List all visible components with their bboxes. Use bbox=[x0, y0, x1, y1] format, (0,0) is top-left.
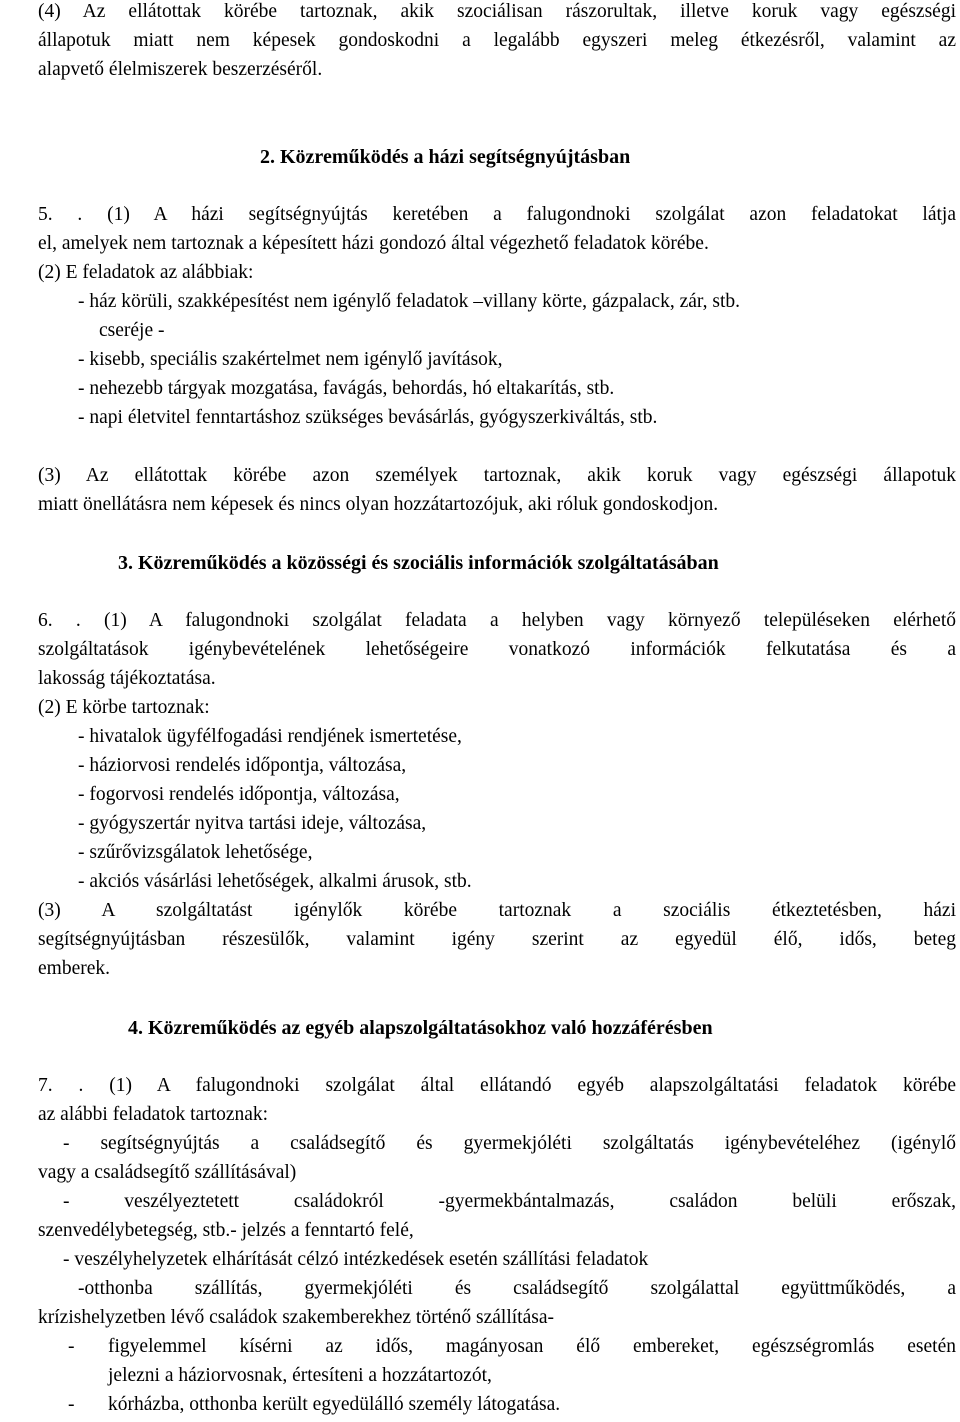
heading-4: 4. Közreműködés az egyéb alapszolgáltatásokhoz való hozzáférésben bbox=[128, 1017, 713, 1039]
list-item: - ház körüli, szakképesítést nem igénylő feladatok –villany körte, gázpalack, zár, stb. bbox=[78, 291, 740, 312]
bullet-dash: - bbox=[68, 1336, 75, 1357]
text-line: lakosság tájékoztatása. bbox=[38, 668, 216, 689]
text-line: az alábbi feladatok tartoznak: bbox=[38, 1104, 269, 1125]
text-line: vagy a családsegítő szállításával) bbox=[38, 1162, 297, 1183]
text-line: 6. . (1) A falugondnoki szolgálat feladata a helyben vagy környező településeken elérhető bbox=[38, 610, 956, 631]
list-item: -otthonba szállítás, gyermekjóléti és családsegítő szolgálattal együttműködés, a bbox=[78, 1278, 956, 1299]
text-line: szolgáltatások igénybevételének lehetőségeire vonatkozó információk felkutatása és a bbox=[38, 639, 956, 660]
list-item: - fogorvosi rendelés időpontja, változása, bbox=[78, 784, 400, 805]
text-line: (4) Az ellátottak körébe tartoznak, akik szociálisan rászorultak, illetve koruk vagy egészségi bbox=[38, 1, 956, 22]
text-line: (3) Az ellátottak körébe azon személyek tartoznak, akik koruk vagy egészségi állapotuk bbox=[38, 465, 956, 486]
text-line: alapvető élelmiszerek beszerzéséről. bbox=[38, 59, 323, 80]
list-item: - veszélyeztetett családokról -gyermekbántalmazás, családon belüli erőszak, bbox=[63, 1191, 956, 1212]
list-item: - segítségnyújtás a családsegítő és gyermekjóléti szolgáltatás igénybevételéhez (igénylő bbox=[63, 1133, 956, 1154]
text-line: cseréje - bbox=[99, 320, 165, 341]
list-item: - kisebb, speciális szakértelmet nem igénylő javítások, bbox=[78, 349, 503, 370]
list-item: - napi életvitel fenntartáshoz szükséges bevásárlás, gyógyszerkiváltás, stb. bbox=[78, 407, 658, 428]
list-item: - veszélyhelyzetek elhárítását célzó intézkedések esetén szállítási feladatok bbox=[63, 1249, 649, 1270]
text-line: krízishelyzetben lévő családok szakemberekhez történő szállítása- bbox=[38, 1307, 554, 1328]
bullet-dash: - bbox=[68, 1394, 75, 1415]
heading-2: 2. Közreműködés a házi segítségnyújtásban bbox=[260, 146, 631, 168]
text-line: állapotuk miatt nem képesek gondoskodni a legalább egyszeri meleg étkezésről, valamint az bbox=[38, 30, 956, 51]
list-item: - háziorvosi rendelés időpontja, változása, bbox=[78, 755, 407, 776]
list-item: - szűrővizsgálatok lehetősége, bbox=[78, 842, 313, 863]
list-item: figyelemmel kísérni az idős, magányosan élő embereket, egészségromlás esetén bbox=[108, 1336, 956, 1357]
heading-3: 3. Közreműködés a közösségi és szociális információk szolgáltatásában bbox=[118, 552, 719, 574]
text-line: miatt önellátásra nem képesek és nincs olyan hozzátartozójuk, aki róluk gondoskodjon. bbox=[38, 494, 719, 515]
list-item: kórházba, otthonba került egyedülálló személy látogatása. bbox=[108, 1394, 561, 1415]
list-item: - gyógyszertár nyitva tartási ideje, változása, bbox=[78, 813, 427, 834]
text-line: (3) A szolgáltatást igénylők körébe tartoznak a szociális étkeztetésben, házi bbox=[38, 900, 956, 921]
text-line: (2) E feladatok az alábbiak: bbox=[38, 262, 254, 283]
text-line: el, amelyek nem tartoznak a képesített házi gondozó által végezhető feladatok körébe. bbox=[38, 233, 709, 254]
text-line: emberek. bbox=[38, 958, 111, 979]
text-line: szenvedélybetegség, stb.- jelzés a fenntartó felé, bbox=[38, 1220, 414, 1241]
text-line: 7. . (1) A falugondnoki szolgálat által ellátandó egyéb alapszolgáltatási feladatok körébe bbox=[38, 1075, 956, 1096]
text-line: segítségnyújtásban részesülők, valamint igény szerint az egyedül élő, idős, beteg bbox=[38, 929, 956, 950]
list-item: - akciós vásárlási lehetőségek, alkalmi árusok, stb. bbox=[78, 871, 472, 892]
text-line: (2) E körbe tartoznak: bbox=[38, 697, 210, 718]
list-item: - nehezebb tárgyak mozgatása, favágás, behordás, hó eltakarítás, stb. bbox=[78, 378, 615, 399]
text-line: jelezni a háziorvosnak, értesíteni a hozzátartozót, bbox=[108, 1365, 492, 1386]
text-line: 5. . (1) A házi segítségnyújtás keretében a falugondnoki szolgálat azon feladatokat látja bbox=[38, 204, 956, 225]
list-item: - hivatalok ügyfélfogadási rendjének ismertetése, bbox=[78, 726, 462, 747]
